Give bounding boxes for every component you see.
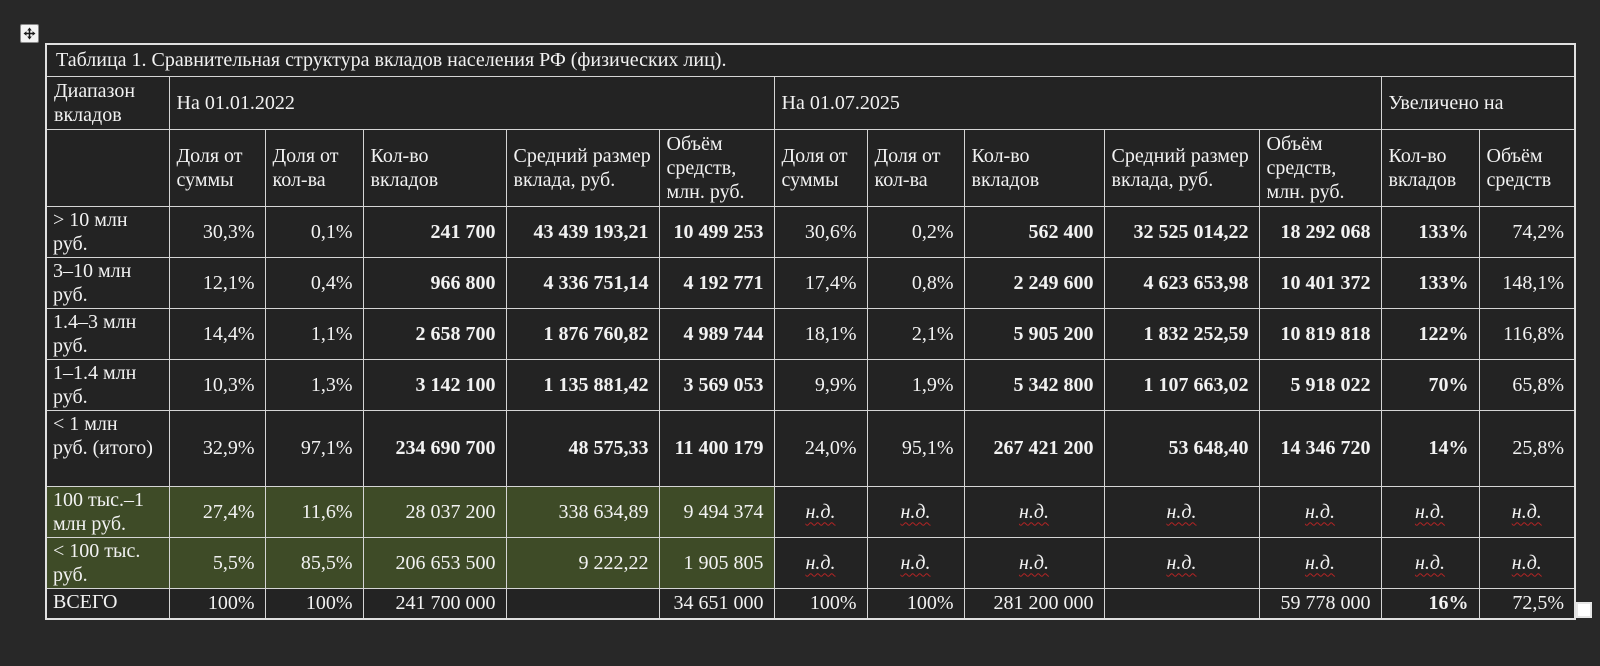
value-cell[interactable]: 241 700 000 (363, 588, 506, 619)
nd-text: н.д. (1414, 500, 1446, 523)
nd-text: н.д. (1511, 500, 1542, 523)
value-cell[interactable]: 70% (1381, 359, 1479, 410)
deposits-comparison-table (45, 43, 1576, 620)
value-cell[interactable]: 1,3% (265, 359, 363, 410)
range-cell[interactable]: 3–10 млн руб. (46, 257, 169, 308)
nd-cell[interactable] (1259, 486, 1381, 537)
value-cell[interactable]: 1,9% (867, 359, 964, 410)
value-cell[interactable]: 3 569 053 (659, 359, 774, 410)
nd-cell[interactable] (1259, 537, 1381, 588)
value-cell[interactable]: 18 292 068 (1259, 206, 1381, 257)
nd-cell[interactable] (867, 486, 964, 537)
value-cell[interactable]: 18,1% (774, 308, 867, 359)
value-cell[interactable]: 5 918 022 (1259, 359, 1381, 410)
header-cell[interactable]: Кол-во вкладов (964, 129, 1104, 206)
nd-cell[interactable] (867, 537, 964, 588)
value-cell[interactable]: 133% (1381, 206, 1479, 257)
value-cell[interactable]: 9 222,22 (506, 537, 659, 588)
value-cell[interactable]: 11 400 179 (659, 410, 774, 486)
nd-cell[interactable] (1479, 486, 1575, 537)
value-cell[interactable]: 2 658 700 (363, 308, 506, 359)
value-cell[interactable]: 30,6% (774, 206, 867, 257)
nd-cell[interactable] (1104, 486, 1259, 537)
value-cell[interactable]: 0,8% (867, 257, 964, 308)
header-cell[interactable]: Доля от суммы (774, 129, 867, 206)
value-cell[interactable]: 48 575,33 (506, 410, 659, 486)
move-cross-icon (23, 27, 36, 40)
value-cell[interactable]: 59 778 000 (1259, 588, 1381, 619)
nd-cell[interactable] (1381, 537, 1479, 588)
table-row (46, 410, 1575, 486)
value-cell[interactable]: 267 421 200 (964, 410, 1104, 486)
table-row (46, 359, 1575, 410)
value-cell[interactable]: 4 623 653,98 (1104, 257, 1259, 308)
value-cell[interactable]: 11,6% (265, 486, 363, 537)
nd-text: н.д. (1018, 500, 1050, 523)
header-cell[interactable]: Объём средств (1479, 129, 1575, 206)
table-resize-handle[interactable] (1576, 602, 1592, 618)
value-cell[interactable]: 25,8% (1479, 410, 1575, 486)
header-cell[interactable]: Объём средств, млн. руб. (659, 129, 774, 206)
value-cell[interactable]: 4 989 744 (659, 308, 774, 359)
value-cell[interactable] (506, 588, 659, 619)
table-row (46, 486, 1575, 537)
value-cell[interactable]: 16% (1381, 588, 1479, 619)
nd-text: н.д. (900, 500, 931, 523)
value-cell[interactable]: 28 037 200 (363, 486, 506, 537)
range-cell[interactable]: 1–1.4 млн руб. (46, 359, 169, 410)
value-cell[interactable]: 0,1% (265, 206, 363, 257)
nd-text: н.д. (1414, 551, 1446, 574)
header-group-2022[interactable]: На 01.01.2022 (169, 76, 774, 129)
value-cell[interactable]: 1 135 881,42 (506, 359, 659, 410)
value-cell[interactable]: 17,4% (774, 257, 867, 308)
value-cell[interactable]: 206 653 500 (363, 537, 506, 588)
nd-cell[interactable] (774, 486, 867, 537)
value-cell[interactable]: 0,4% (265, 257, 363, 308)
table-row (46, 308, 1575, 359)
nd-text: н.д. (1304, 551, 1336, 574)
range-cell[interactable]: 1.4–3 млн руб. (46, 308, 169, 359)
nd-text: н.д. (900, 551, 931, 574)
table-move-handle[interactable] (20, 24, 39, 43)
value-cell[interactable]: 74,2% (1479, 206, 1575, 257)
value-cell[interactable]: 95,1% (867, 410, 964, 486)
nd-cell[interactable] (964, 486, 1104, 537)
range-cell[interactable]: < 100 тыс. руб. (46, 537, 169, 588)
value-cell[interactable]: 53 648,40 (1104, 410, 1259, 486)
table-row (46, 129, 1575, 206)
value-cell[interactable]: 10,3% (169, 359, 265, 410)
value-cell[interactable]: 9,9% (774, 359, 867, 410)
value-cell[interactable]: 10 499 253 (659, 206, 774, 257)
nd-text: н.д. (1511, 551, 1542, 574)
value-cell[interactable]: 32,9% (169, 410, 265, 486)
value-cell[interactable]: 3 142 100 (363, 359, 506, 410)
value-cell[interactable]: 32 525 014,22 (1104, 206, 1259, 257)
value-cell[interactable]: 34 651 000 (659, 588, 774, 619)
range-cell[interactable]: ВСЕГО (46, 588, 169, 619)
header-cell[interactable]: Объём средств, млн. руб. (1259, 129, 1381, 206)
value-cell[interactable]: 100% (265, 588, 363, 619)
value-cell[interactable]: 1 905 805 (659, 537, 774, 588)
value-cell[interactable]: 241 700 (363, 206, 506, 257)
value-cell[interactable]: 14% (1381, 410, 1479, 486)
value-cell[interactable]: 562 400 (964, 206, 1104, 257)
header-empty-cell[interactable] (46, 129, 169, 206)
table-title[interactable]: Таблица 1. Сравнительная структура вкладов населения РФ (физических лиц). (46, 44, 1575, 76)
value-cell[interactable]: 133% (1381, 257, 1479, 308)
value-cell[interactable]: 10 401 372 (1259, 257, 1381, 308)
nd-cell[interactable] (964, 537, 1104, 588)
nd-text: н.д. (1166, 500, 1197, 523)
value-cell[interactable]: 4 336 751,14 (506, 257, 659, 308)
value-cell[interactable]: 148,1% (1479, 257, 1575, 308)
table-row-total (46, 588, 1575, 619)
range-cell[interactable]: > 10 млн руб. (46, 206, 169, 257)
header-cell[interactable]: Кол-во вкладов (1381, 129, 1479, 206)
value-cell[interactable]: 24,0% (774, 410, 867, 486)
nd-text: н.д. (805, 551, 836, 574)
header-cell[interactable]: Доля от кол-ва (867, 129, 964, 206)
value-cell[interactable]: 10 819 818 (1259, 308, 1381, 359)
value-cell[interactable]: 100% (169, 588, 265, 619)
nd-text: н.д. (1018, 551, 1050, 574)
value-cell[interactable]: 65,8% (1479, 359, 1575, 410)
value-cell[interactable]: 100% (867, 588, 964, 619)
nd-text: н.д. (1304, 500, 1336, 523)
value-cell[interactable] (1104, 588, 1259, 619)
value-cell[interactable]: 116,8% (1479, 308, 1575, 359)
table-row (46, 44, 1575, 76)
header-cell[interactable]: Кол-во вкладов (363, 129, 506, 206)
value-cell[interactable]: 0,2% (867, 206, 964, 257)
nd-cell[interactable] (1381, 486, 1479, 537)
nd-cell[interactable] (774, 537, 867, 588)
value-cell[interactable]: 30,3% (169, 206, 265, 257)
nd-text: н.д. (805, 500, 836, 523)
value-cell[interactable]: 12,1% (169, 257, 265, 308)
value-cell[interactable]: 97,1% (265, 410, 363, 486)
value-cell[interactable]: 4 192 771 (659, 257, 774, 308)
value-cell[interactable]: 1 107 663,02 (1104, 359, 1259, 410)
value-cell[interactable]: 14 346 720 (1259, 410, 1381, 486)
value-cell[interactable]: 5 342 800 (964, 359, 1104, 410)
value-cell[interactable]: 966 800 (363, 257, 506, 308)
range-cell[interactable]: < 1 млн руб. (итого) (46, 410, 169, 486)
value-cell[interactable]: 1 832 252,59 (1104, 308, 1259, 359)
value-cell[interactable]: 5 905 200 (964, 308, 1104, 359)
header-cell[interactable]: Средний размер вклада, руб. (1104, 129, 1259, 206)
value-cell[interactable]: 1,1% (265, 308, 363, 359)
table-row (46, 206, 1575, 257)
header-group-increase[interactable]: Увеличено на (1381, 76, 1575, 129)
value-cell[interactable]: 14,4% (169, 308, 265, 359)
header-group-2025[interactable]: На 01.07.2025 (774, 76, 1381, 129)
value-cell[interactable]: 43 439 193,21 (506, 206, 659, 257)
nd-cell[interactable] (1479, 537, 1575, 588)
header-cell[interactable]: Средний размер вклада, руб. (506, 129, 659, 206)
value-cell[interactable]: 100% (774, 588, 867, 619)
value-cell[interactable]: 1 876 760,82 (506, 308, 659, 359)
value-cell[interactable]: 2,1% (867, 308, 964, 359)
header-cell[interactable]: Доля от суммы (169, 129, 265, 206)
nd-text: н.д. (1166, 551, 1197, 574)
value-cell[interactable]: 234 690 700 (363, 410, 506, 486)
header-cell[interactable]: Доля от кол-ва (265, 129, 363, 206)
value-cell[interactable]: 338 634,89 (506, 486, 659, 537)
table-row (46, 537, 1575, 588)
table-row (46, 257, 1575, 308)
value-cell[interactable]: 85,5% (265, 537, 363, 588)
value-cell[interactable]: 5,5% (169, 537, 265, 588)
value-cell[interactable]: 27,4% (169, 486, 265, 537)
header-range[interactable]: Диапазон вкладов (46, 76, 169, 129)
value-cell[interactable]: 2 249 600 (964, 257, 1104, 308)
value-cell[interactable]: 281 200 000 (964, 588, 1104, 619)
nd-cell[interactable] (1104, 537, 1259, 588)
range-cell[interactable]: 100 тыс.–1 млн руб. (46, 486, 169, 537)
value-cell[interactable]: 122% (1381, 308, 1479, 359)
value-cell[interactable]: 72,5% (1479, 588, 1575, 619)
value-cell[interactable]: 9 494 374 (659, 486, 774, 537)
table-row (46, 76, 1575, 129)
